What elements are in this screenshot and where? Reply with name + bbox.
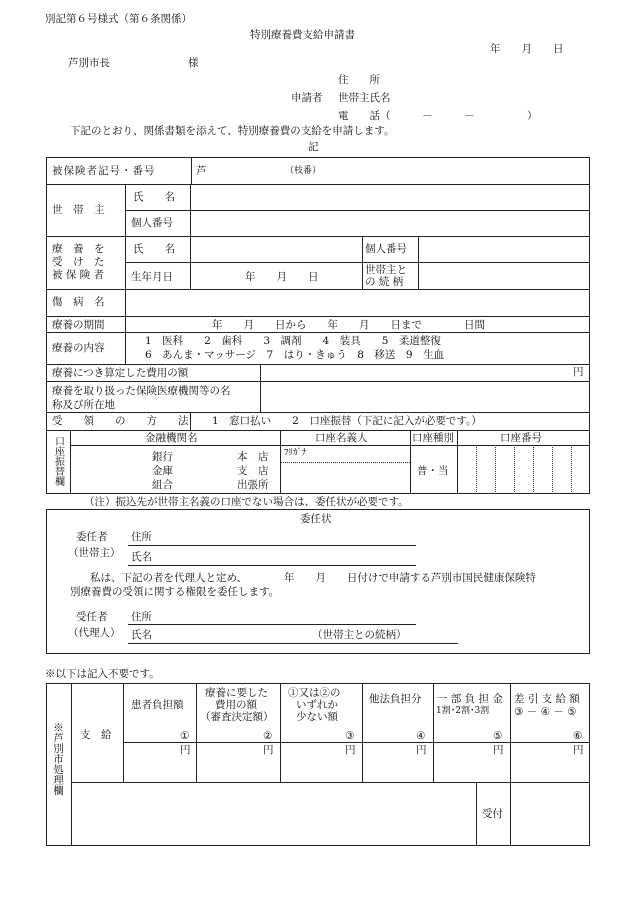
patient-personal-number-label: 個人番号 xyxy=(365,243,407,255)
patient-name-label: 氏 名 xyxy=(133,243,175,255)
period-label: 療養の期間 xyxy=(52,319,105,331)
household-head-label: 世 帯 主 xyxy=(52,204,105,216)
delegator-address-label: 住所 xyxy=(131,531,152,543)
col3-num: ③ xyxy=(345,730,355,742)
receipt-method-label: 受 領 の 方 法 xyxy=(52,415,189,427)
insured-number-label: 被保険者記号・番号 xyxy=(52,165,156,177)
col3-yen: 円 xyxy=(345,744,356,756)
proxy-note: （注）振込先が世帯主名義の口座でない場合は、委任状が必要です。 xyxy=(84,496,409,508)
bank-kinko: 金庫 xyxy=(152,465,173,477)
content-line-1: 1 医科 2 歯科 3 調剤 4 装具 5 柔道整復 xyxy=(145,335,441,347)
col6-l2: ③ － ④ － ⑤ xyxy=(514,706,577,718)
col1-yen: 円 xyxy=(180,744,191,756)
col5-l2: 1割･2割･3割 xyxy=(436,706,490,716)
bank-ginko: 銀行 xyxy=(152,451,173,463)
not-required-note: ※以下は記入不要です。 xyxy=(45,668,160,680)
col6-yen: 円 xyxy=(573,744,584,756)
patient-label-2: 受 け た xyxy=(52,256,105,268)
col5-l1: 一 部 負 担 金 xyxy=(437,693,503,705)
patient-label-1: 療 養 を xyxy=(52,243,105,255)
delegate-relation-label: （世帯主との続柄） xyxy=(312,629,407,641)
delegator-label-1: 委任者 xyxy=(76,531,108,543)
cost-label: 療養につき算定した費用の額 xyxy=(52,367,189,379)
bank-holder-header: 口座名義人 xyxy=(315,432,368,444)
col3-l2: いずれか xyxy=(296,699,338,711)
payment-label: 支 給 xyxy=(80,729,112,741)
content-label: 療養の内容 xyxy=(52,342,105,354)
col2-num: ② xyxy=(263,730,273,742)
col2-l1: 療養に要した xyxy=(205,687,268,699)
bank-side-label: 口座振替欄 xyxy=(52,436,64,486)
bank-number-header: 口座番号 xyxy=(500,432,542,444)
applicant-name-label: 世帯主氏名 xyxy=(338,92,391,104)
bank-inst-header: 金融機関名 xyxy=(145,432,198,444)
proxy-statement-2: 別療養費の受領に関する権限を委任します。 xyxy=(70,586,280,598)
applicant-address-label: 住 所 xyxy=(338,74,380,86)
insured-number-prefix: 芦 xyxy=(196,165,207,177)
addressee-suffix: 様 xyxy=(188,57,199,69)
bank-type-header: 口座種別 xyxy=(412,432,454,444)
facility-label-1: 療養を取り扱った保険医療機関等の名 xyxy=(52,385,231,397)
patient-label-3: 被 保 険 者 xyxy=(52,269,105,281)
col5-yen: 円 xyxy=(493,744,504,756)
intro-text: 下記のとおり、関係書類を添えて、特別療養費の支給を申請します。 xyxy=(70,125,395,137)
proxy-statement-1: 私は、下記の者を代理人と定め、 年 月 日付けで申請する芦別市国民健康保険特 xyxy=(90,572,536,584)
period-value: 年 月 日から 年 月 日まで 日間 xyxy=(212,319,485,331)
bank-furigana: ﾌﾘｶﾞﾅ xyxy=(284,448,307,458)
col1-num: ① xyxy=(180,730,190,742)
col2-l2: 費用の額 xyxy=(215,699,257,711)
delegate-name-label: 氏名 xyxy=(131,629,152,641)
facility-label-2: 称及び所在地 xyxy=(52,399,115,411)
relation-label-2: の 続 柄 xyxy=(365,276,404,288)
col6-l1: 差 引 支 給 額 xyxy=(514,693,580,705)
bank-shuchosho: 出張所 xyxy=(237,479,269,491)
bank-shiten: 支 店 xyxy=(237,465,269,477)
proxy-title: 委任状 xyxy=(300,513,332,525)
applicant-phone-label: 電 話（ － － ） xyxy=(338,110,538,122)
cost-yen: 円 xyxy=(573,366,584,378)
delegator-name-label: 氏名 xyxy=(131,551,152,563)
content-line-2: 6 あんま・マッサージ 7 はり・きゅう 8 移送 9 生血 xyxy=(145,349,445,361)
relation-label-1: 世帯主と xyxy=(365,264,407,276)
form-title: 特別療養費支給申請書 xyxy=(250,29,355,41)
col4-l1: 他法負担分 xyxy=(369,693,422,705)
col6-num: ⑥ xyxy=(573,730,583,742)
delegate-label-1: 受任者 xyxy=(76,611,108,623)
col5-num: ⑤ xyxy=(493,730,503,742)
receipt-stamp-label: 受付 xyxy=(482,808,503,820)
ki-label: 記 xyxy=(308,141,319,153)
form-id: 別記第６号様式（第６条関係） xyxy=(45,13,192,25)
addressee: 芦別市長 xyxy=(68,57,110,69)
col2-l3: （審査決定額） xyxy=(200,711,274,723)
birth-label: 生年月日 xyxy=(131,271,173,283)
branch-label: （枝番） xyxy=(285,166,322,176)
col2-yen: 円 xyxy=(263,744,274,756)
col3-l1: ①又は②の xyxy=(288,687,341,699)
col3-l3: 少ない額 xyxy=(296,711,338,723)
bank-honten: 本 店 xyxy=(237,451,269,463)
office-side-label: ※芦別市処理欄 xyxy=(52,722,65,796)
birth-value: 年 月 日 xyxy=(245,271,319,283)
household-personal-number-label: 個人番号 xyxy=(131,217,173,229)
delegate-label-2: （代理人） xyxy=(68,627,121,639)
household-name-label: 氏 名 xyxy=(133,191,175,203)
bank-type-value: 普・当 xyxy=(417,465,449,477)
applicant-prefix: 申請者 xyxy=(291,92,323,104)
col4-yen: 円 xyxy=(416,744,427,756)
col1-l1: 患者負担額 xyxy=(131,699,184,711)
col4-num: ④ xyxy=(416,730,426,742)
bank-kumiai: 組合 xyxy=(152,479,173,491)
receipt-method-value: 1 窓口払い 2 口座振替（下記に記入が必要です。） xyxy=(212,415,482,427)
delegator-label-2: （世帯主） xyxy=(68,547,121,559)
date-line: 年 月 日 xyxy=(490,43,564,55)
delegate-address-label: 住所 xyxy=(131,611,152,623)
injury-label: 傷 病 名 xyxy=(52,296,105,308)
